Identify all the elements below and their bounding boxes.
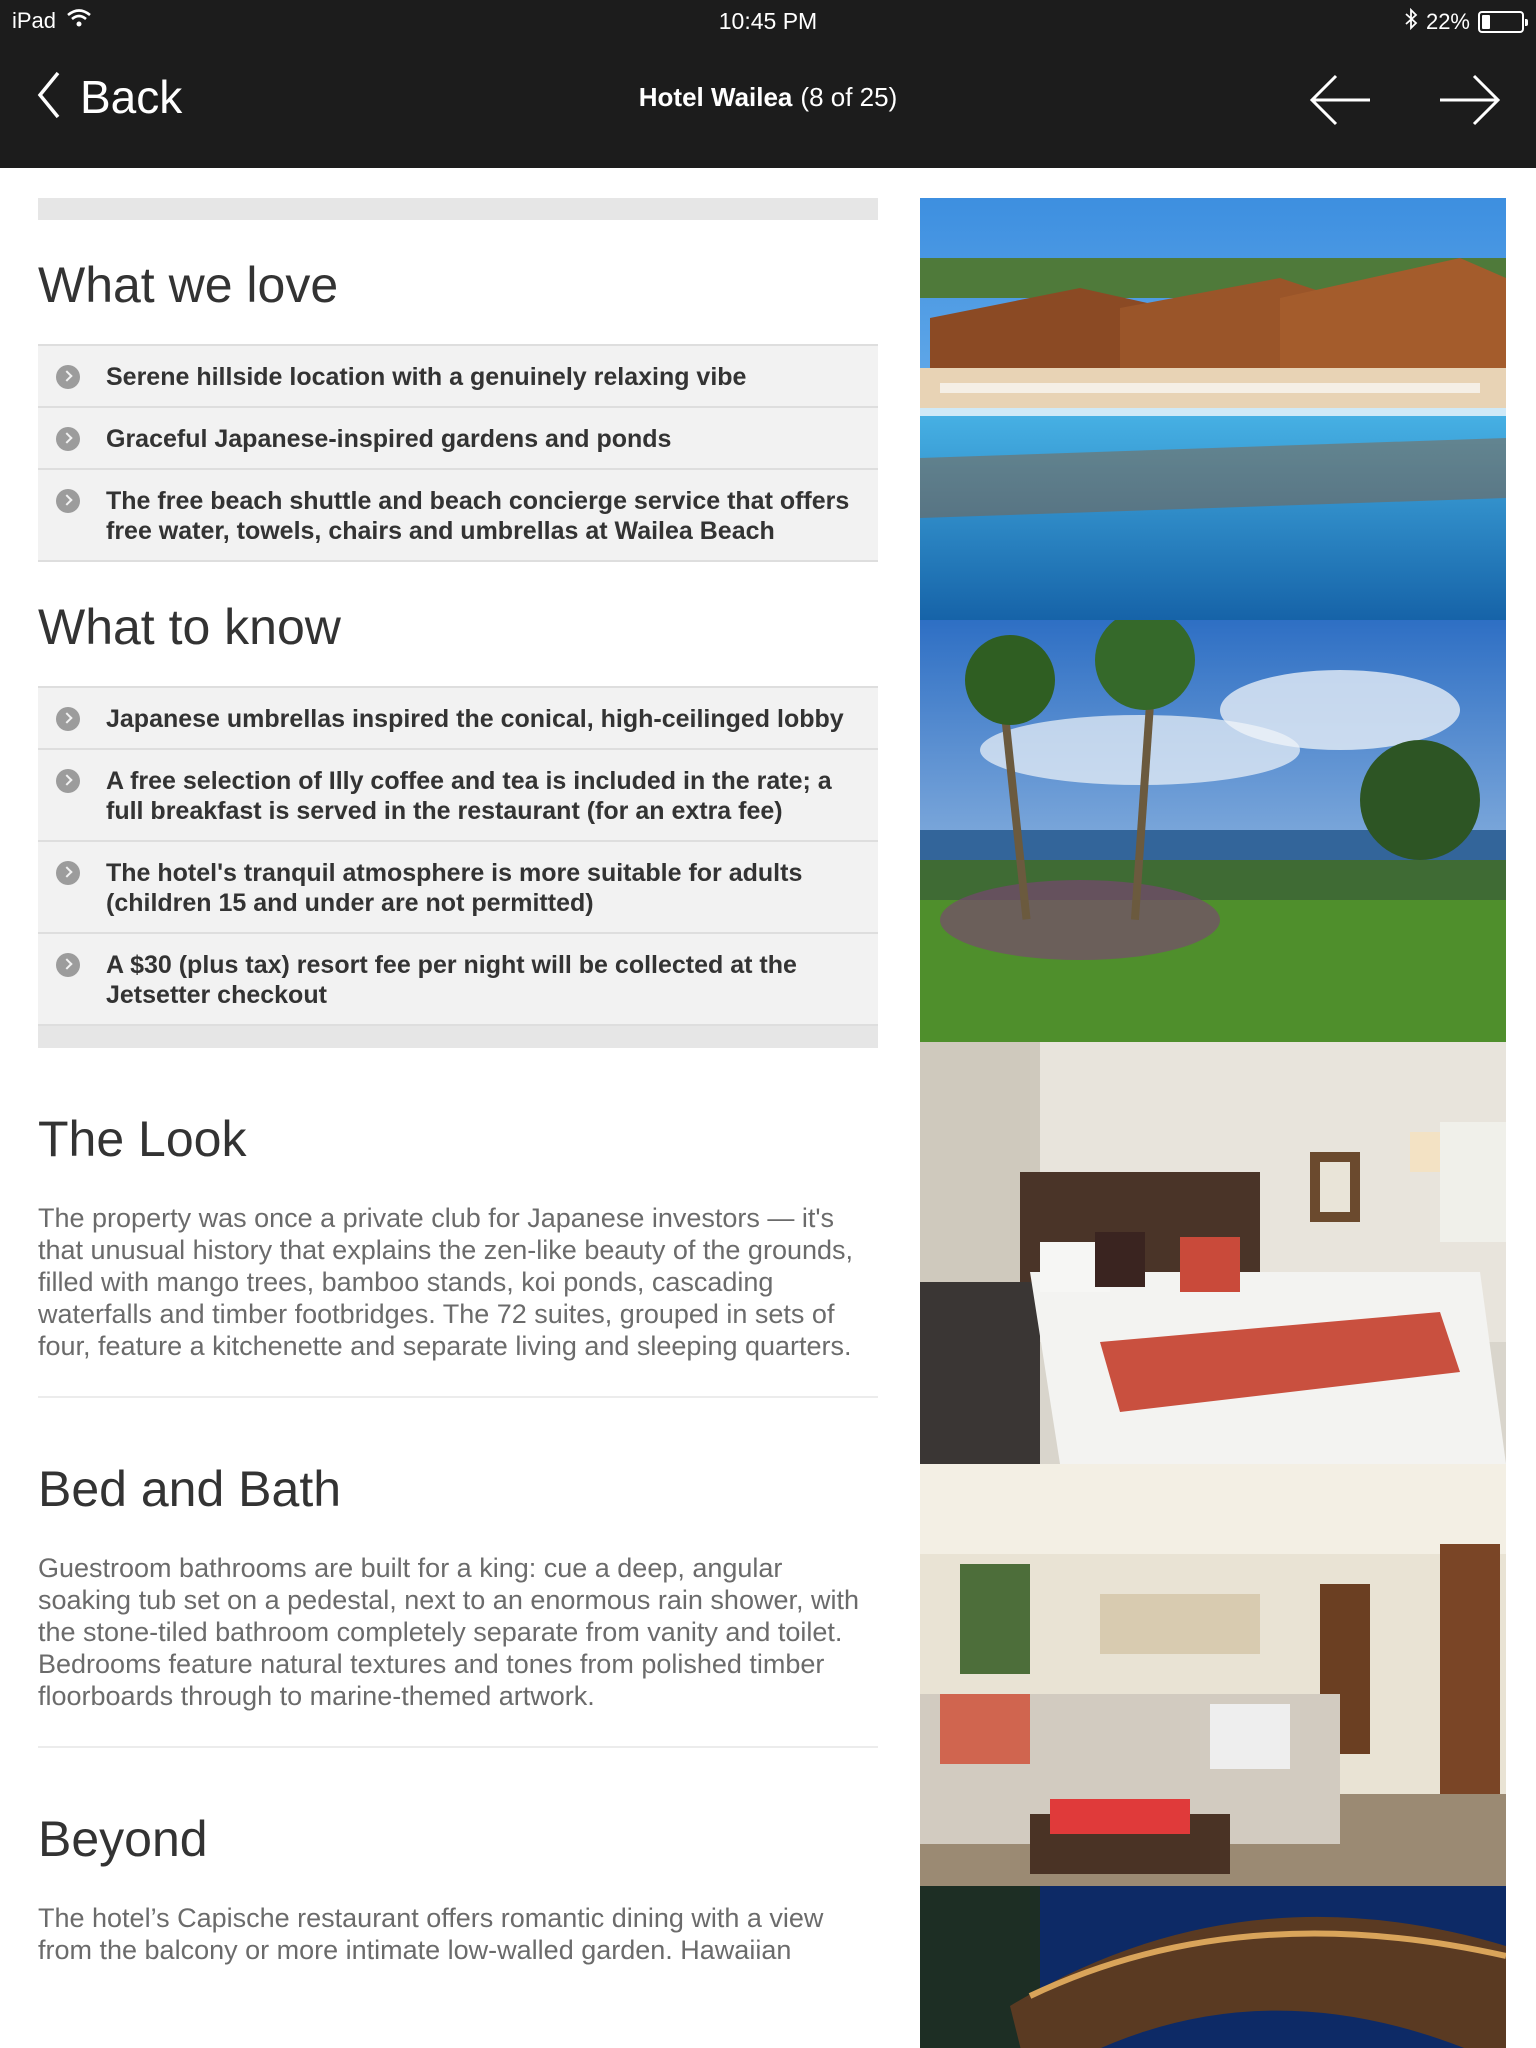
- what-we-love-list: [38, 344, 878, 562]
- what-we-love-heading: What we love: [38, 257, 339, 313]
- bluetooth-icon: [1404, 8, 1418, 36]
- hotel-counter: (8 of 25): [800, 82, 898, 112]
- chevron-circle-icon: [56, 953, 80, 977]
- list-item-text: Graceful Japanese-inspired gardens and ponds: [106, 425, 672, 453]
- list-item: [38, 934, 878, 1024]
- device-label: iPad: [12, 8, 57, 33]
- nav-bar: [0, 40, 1536, 168]
- list-item: [38, 688, 878, 750]
- status-time: 10:45 PM: [718, 8, 818, 34]
- list-item-text: The hotel's tranquil atmosphere is more suitable for adults (children 15 and under are not permitted): [106, 859, 803, 917]
- list-item-text: Serene hillside location with a genuinely relaxing vibe: [106, 363, 747, 391]
- the-look-body: The property was once a private club for Japanese investors — it's that unusual history that explains the zen-like beauty of the grounds, filled with mango trees, bamboo stands, koi ponds, cascading waterfalls and timber footbridges. The 72 suites, grouped in sets of four, feature a kitchenette and separate living and sleeping quarters.: [38, 1203, 854, 1361]
- chevron-circle-icon: [56, 707, 80, 731]
- chevron-circle-icon: [56, 861, 80, 885]
- back-label: Back: [80, 71, 183, 123]
- list-item-text: Japanese umbrellas inspired the conical, high-ceilinged lobby: [106, 705, 844, 733]
- beyond-heading: Beyond: [38, 1811, 208, 1867]
- section-bottom-bar: [38, 1026, 878, 1048]
- the-look-heading: The Look: [38, 1111, 247, 1167]
- chevron-circle-icon: [56, 427, 80, 451]
- list-item: [38, 470, 878, 560]
- battery-icon: [1478, 11, 1524, 33]
- arrow-right-icon: [1438, 117, 1502, 134]
- chevron-circle-icon: [56, 365, 80, 389]
- hotel-name: Hotel Wailea: [638, 82, 793, 112]
- list-item-text: A $30 (plus tax) resort fee per night will be collected at the Jetsetter checkout: [106, 951, 797, 1009]
- list-item-text: The free beach shuttle and beach concierge service that offers free water, towels, chairs and umbrellas at Wailea Beach: [106, 487, 850, 545]
- photo-bedroom[interactable]: [920, 1042, 1506, 1464]
- section-top-bar: [38, 198, 878, 220]
- what-to-know-list: [38, 686, 878, 1026]
- photo-gallery: [920, 198, 1506, 2048]
- hotel-details: [38, 198, 878, 1966]
- chevron-circle-icon: [56, 489, 80, 513]
- list-item: [38, 346, 878, 408]
- what-to-know-heading: What to know: [38, 599, 341, 655]
- photo-pool[interactable]: [920, 198, 1506, 620]
- previous-hotel-button[interactable]: [1308, 70, 1378, 130]
- photo-living-room[interactable]: [920, 1464, 1506, 1886]
- photo-restaurant[interactable]: [920, 1886, 1506, 2048]
- divider: [38, 1746, 878, 1748]
- status-bar: [0, 0, 1536, 40]
- list-item: [38, 408, 878, 470]
- next-hotel-button[interactable]: [1438, 70, 1508, 130]
- list-item: [38, 750, 878, 842]
- bed-and-bath-body: Guestroom bathrooms are built for a king: cue a deep, angular soaking tub set on a pedestal, next to an enormous rain shower, with the stone-tiled bathroom completely separate from vanity and toilet. Bedrooms feature natural textures and tones from polished timber floorboards through to marine-themed artwork.: [38, 1553, 859, 1711]
- list-item: [38, 842, 878, 934]
- beyond-body: The hotel’s Capische restaurant offers romantic dining with a view from the balcony or more intimate low-walled garden. Hawaiian: [38, 1903, 824, 1965]
- article-beyond: [38, 1810, 878, 1966]
- photo-palms[interactable]: [920, 620, 1506, 1042]
- chevron-circle-icon: [56, 769, 80, 793]
- bed-and-bath-heading: Bed and Bath: [38, 1461, 342, 1517]
- divider: [38, 1396, 878, 1398]
- article-bed-and-bath: [38, 1460, 878, 1748]
- article-the-look: [38, 1110, 878, 1398]
- arrow-left-icon: [1308, 117, 1372, 134]
- battery-percent: 22%: [1425, 9, 1470, 34]
- list-item-text: A free selection of Illy coffee and tea is included in the rate; a full breakfast is served in the restaurant (for an extra fee): [106, 767, 832, 825]
- page-title: [0, 82, 1536, 113]
